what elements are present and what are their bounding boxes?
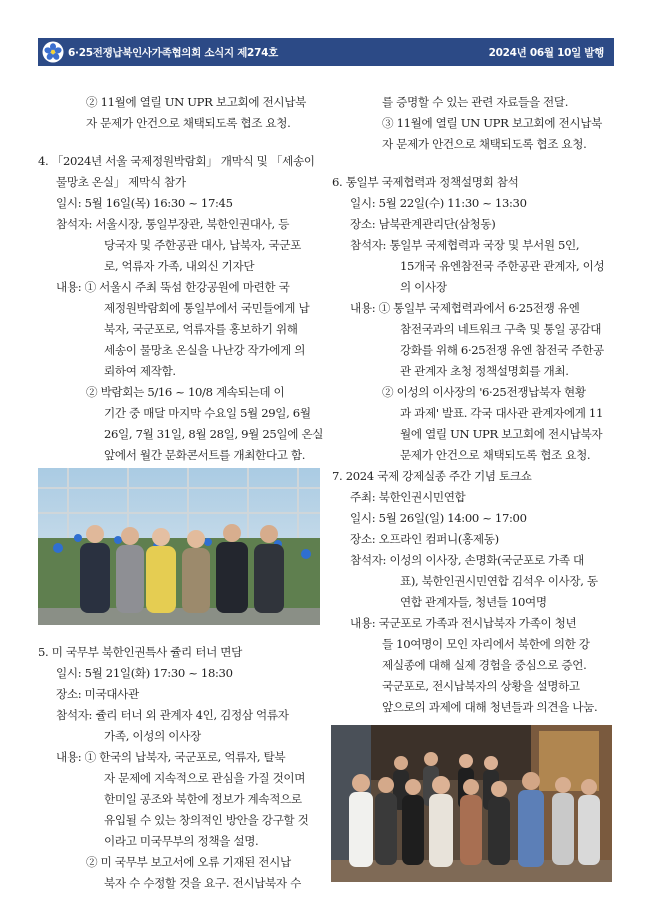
text-line: ② 11월에 열릴 UN UPR 보고회에 전시납북 bbox=[86, 95, 306, 109]
text-line: 참전국과의 네트워크 구축 및 통일 공감대 bbox=[400, 322, 602, 336]
text-line: 북자, 국군포로, 억류자를 홍보하기 위해 bbox=[104, 322, 298, 336]
date-line: 일시: 5월 16일(목) 16:30 ~ 17:45 bbox=[56, 196, 233, 210]
newsletter-header bbox=[38, 38, 614, 66]
text-line: 관 관계자 초청 정책설명회를 개최. bbox=[400, 364, 569, 378]
content-line: 내용: ① 한국의 납북자, 국군포로, 억류자, 탈북 bbox=[56, 750, 286, 764]
text-line: 한미일 공조와 북한에 정보가 계속적으로 bbox=[104, 792, 302, 806]
text-line: 가족, 이성의 이사장 bbox=[104, 729, 201, 743]
text-line: ② 이성의 이사장의 '6·25전쟁납북자 현황 bbox=[382, 385, 586, 399]
issue-date: 2024년 06월 10일 발행 bbox=[488, 46, 604, 59]
text-line: ② 미 국무부 보고서에 오류 기재된 전시납 bbox=[86, 855, 291, 869]
place-line: 장소: 미국대사관 bbox=[56, 687, 139, 701]
section-heading: 6. 통일부 국제협력과 정책설명회 참석 bbox=[332, 175, 519, 189]
section-6 bbox=[332, 172, 620, 466]
text-line: 제실종에 대해 실제 경험을 중심으로 증언. bbox=[382, 658, 587, 672]
attendees-line: 참석자: 이성의 이사장, 손명화(국군포로 가족 대 bbox=[350, 553, 584, 567]
text-line: 뢰하여 제작함. bbox=[104, 364, 176, 378]
section-5 bbox=[38, 642, 324, 894]
date-line: 일시: 5월 21일(화) 17:30 ~ 18:30 bbox=[56, 666, 233, 680]
text-line: 자 문제가 안건으로 채택되도록 협조 요청. bbox=[86, 116, 291, 130]
attendees-line: 참석자: 서울시장, 통일부장관, 북한인권대사, 등 bbox=[56, 217, 290, 231]
attendees-line: 참석자: 쥴리 터너 외 관계자 4인, 김정삼 억류자 bbox=[56, 708, 289, 722]
text-line: 과 과제' 발표. 각국 대사관 관계자에게 11 bbox=[400, 406, 603, 420]
text-line: 15개국 유엔참전국 주한공관 관계자, 이성 bbox=[400, 259, 605, 273]
text-line: 앞에서 월간 문화콘서트를 개최한다고 함. bbox=[104, 448, 306, 462]
place-line: 장소: 남북관계관리단(삼청동) bbox=[350, 217, 496, 231]
date-line: 일시: 5월 22일(수) 11:30 ~ 13:30 bbox=[350, 196, 527, 210]
text-line: 기간 중 매달 마지막 수요일 5월 29일, 6월 bbox=[104, 406, 311, 420]
place-line: 장소: 오프라인 컴퍼니(홍제동) bbox=[350, 532, 499, 546]
section-heading-cont: 물망초 온실」 제막식 참가 bbox=[56, 175, 186, 189]
text-line: 국군포로, 전시납북자의 상황을 설명하고 bbox=[382, 679, 580, 693]
text-line: 북자 수 수정할 것을 요구. 전시납북자 수 bbox=[104, 876, 301, 890]
section-4 bbox=[38, 151, 324, 466]
left-column-continuation bbox=[38, 92, 324, 134]
section-heading: 4. 「2024년 서울 국제정원박람회」 개막식 및 「세송이 bbox=[38, 154, 315, 168]
text-line: 세송이 물망초 온실을 나난강 작가에게 의 bbox=[104, 343, 306, 357]
photo-talkshow-group bbox=[331, 725, 612, 882]
date-line: 일시: 5월 26일(일) 14:00 ~ 17:00 bbox=[350, 511, 527, 525]
text-line: 제정원박람회에 통일부에서 국민들에게 납 bbox=[104, 301, 310, 315]
newsletter-title: 6·25전쟁납북인사가족협의회 소식지 제274호 bbox=[68, 46, 278, 59]
text-line: 강화를 위해 6·25전쟁 유엔 참전국 주한공 bbox=[400, 343, 604, 357]
attendees-line: 참석자: 통일부 국제협력과 국장 및 부서원 5인, bbox=[350, 238, 580, 252]
text-line: 문제가 안건으로 채택되도록 협조 요청. bbox=[400, 448, 591, 462]
text-line: 유입될 수 있는 창의적인 방안을 강구할 것 bbox=[104, 813, 309, 827]
text-line: 연합 관계자들, 청년들 10여명 bbox=[400, 595, 547, 609]
text-line: 자 문제가 안건으로 채택되도록 협조 요청. bbox=[382, 137, 587, 151]
text-line: 당국자 및 주한공관 대사, 납북자, 국군포 bbox=[104, 238, 301, 252]
text-line: 표), 북한인권시민연합 김석우 이사장, 동 bbox=[400, 574, 598, 588]
text-line: 들 10여명이 모인 자리에서 북한에 의한 강 bbox=[382, 637, 590, 651]
text-line: 의 이사장 bbox=[400, 280, 447, 294]
text-line: 앞으로의 과제에 대해 청년들과 의견을 나눔. bbox=[382, 700, 598, 714]
text-line: 월에 열릴 UN UPR 보고회에 전시납북자 bbox=[400, 427, 603, 441]
right-column-continuation bbox=[332, 92, 620, 155]
text-line: ② 박람회는 5/16 ~ 10/8 계속되는데 이 bbox=[86, 385, 285, 399]
content-line: 내용: ① 서울시 주최 뚝섬 한강공원에 마련한 국 bbox=[56, 280, 290, 294]
host-line: 주최: 북한인권시민연합 bbox=[350, 490, 466, 504]
content-line: 내용: ① 통일부 국제협력과에서 6·25전쟁 유엔 bbox=[350, 301, 580, 315]
text-line: 를 증명할 수 있는 관련 자료들을 전달. bbox=[382, 95, 569, 109]
text-line: ③ 11월에 열릴 UN UPR 보고회에 전시납북 bbox=[382, 116, 602, 130]
text-line: 로, 억류자 가족, 내외신 기자단 bbox=[104, 259, 255, 273]
content-line: 내용: 국군포로 가족과 전시납북자 가족이 청년 bbox=[350, 616, 577, 630]
photo-greenhouse-event bbox=[38, 468, 320, 625]
text-line: 26일, 7월 31일, 8월 28일, 9월 25일에 온실 bbox=[104, 427, 324, 441]
section-heading: 7. 2024 국제 강제실종 주간 기념 토크쇼 bbox=[332, 469, 532, 483]
text-line: 이라고 미국무부의 정책을 설명. bbox=[104, 834, 259, 848]
section-heading: 5. 미 국무부 북한인권특사 쥴리 터너 면담 bbox=[38, 645, 242, 659]
blue-flower-icon bbox=[42, 41, 64, 63]
text-line: 자 문제에 지속적으로 관심을 가질 것이며 bbox=[104, 771, 306, 785]
section-7 bbox=[332, 466, 620, 718]
